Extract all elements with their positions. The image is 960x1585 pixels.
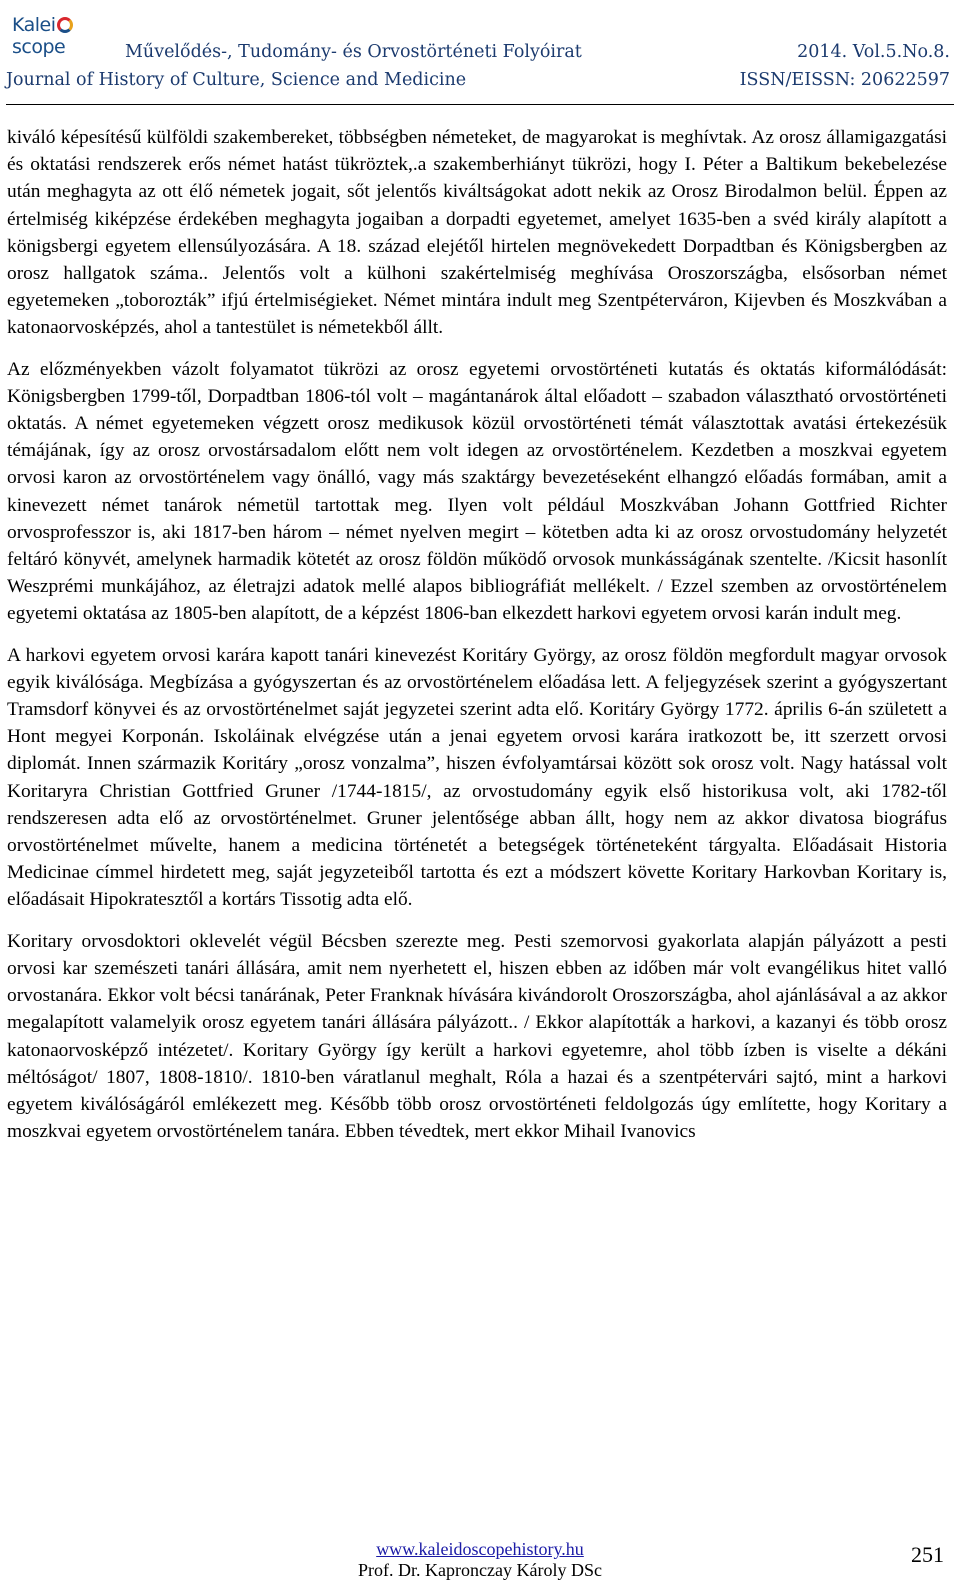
issue-info: 2014. Vol.5.No.8. (797, 42, 950, 62)
journal-title-hu: Művelődés-, Tudomány- és Orvostörténeti Folyóirat (125, 42, 582, 62)
article-body (7, 124, 947, 1159)
page-number: 251 (911, 1542, 944, 1567)
issn-info: ISSN/EISSN: 20622597 (739, 70, 950, 90)
journal-title-en: Journal of History of Culture, Science and Medicine (6, 70, 467, 90)
logo-wordmark (12, 14, 114, 58)
paragraph: Az előzményekben vázolt folyamatot tükrözi az orosz egyetemi orvostörténeti kutatás és oktatás kiformálódását: Königsbergben 1799-től, Dorpadtban 1806-tól volt – magántanárok által előadott – szabadon választható orvostörténeti oktatás. A német egyetemeken végzett orosz medikusok közül orvostörténeti témát választottak avatási értekezésük témájának, így az orosz orvostársadalom előtt nem volt idegen az orvostörténelem. Kezdetben a moszkvai egyetem orvosi karon az orvostörténelem vagy önálló, vagy más szaktárgy bevezetéseként elhangzó előadás formában, amit a kinevezett német tanárok németül tartottak meg. Ilyen volt például Moszkvában Johann Gottfried Richter orvosprofesszor is, aki 1817-ben három – német nyelven megirt – kötetben adta ki az orosz orvostudomány helyzetét feltáró könyvét, amelynek harmadik kötetét az orosz földön működő orvosok munkásságának szentelte. /Kicsit hasonlít Weszprémi munkájához, az életrajzi adatok mellé alapos bibliográfiát mellékelt. / Ezzel szemben az orvostörténelem egyetemi oktatása az 1805-ben alapított, de a képzést 1806-ban elkezdett harkovi egyetem orvosi karán indult meg. (7, 358, 947, 625)
header-divider (6, 104, 954, 105)
footer-website-link[interactable]: www.kaleidoscopehistory.hu (376, 1539, 584, 1559)
paragraph: kiváló képesítésű külföldi szakembereket, többségben németeket, de magyarokat is meghívtak. Az orosz államigazgatási és oktatási rendszerek erős német hatást tükröztek,.a szakemberhiányt tükrözi, hogy I. Péter a Baltikum bekebelezése után meghagyta az ott élő németek jogait, sőt jelentős kiváltságokat adott nekik az Orosz Birodalmon belül. Éppen az értelmiség kiképzése érdekében meghagyta jogaiban a dorpadti egyetemet, amelyet 1635-ben a svéd király alapított a königsbergi egyetem ellensúlyozására. A 18. század elejétől hirtelen megnövekedett Dorpadtban és Königsbergben az orosz hallgatok száma.. Jelentős volt a külhoni szakértelmiség meghívása Oroszországba, elsősorban német egyetemeken „toborozták” ifjú értelmiségieket. Német mintára indult meg Szentpéterváron, Kijevben és Moszkvában a katonaorvosképzés, ahol a tantestület is németekből állt. (7, 127, 947, 339)
footer-author: Prof. Dr. Kapronczay Károly DSc (358, 1560, 602, 1580)
journal-logo (4, 4, 114, 58)
paragraph: Koritary orvosdoktori oklevelét végül Bécsben szerezte meg. Pesti szemorvosi gyakorlata alapján pályázott a pesti orvosi kar szemészeti tanári állására, amit nem nyerhetett el, hiszen ebben az időben már volt evangélikus hitet valló orvostanára. Ekkor volt bécsi tanárának, Peter Franknak hívására kivándorolt Oroszországba, ahol ajánlásával a az akkor megalapított valamelyik orosz egyetem tanári állására pályázott.. / Ekkor alapították a harkovi, a kazanyi és több orosz katonaorvosképző intézetet/. Koritary György így került a harkovi egyetemre, ahol több ízben is viselte a dékáni méltóságot/ 1807, 1808-1810/. 1810-ben váratlanul meghalt, Róla a hazai és a szentpétervári sajtó, mint a harkovi egyetem kiválóságáról emlékezett meg. Később több orosz orvostörténeti feldolgozás úgy említette, hogy Koritary a moszkvai egyetem orvostörténelem tanára. Ebben tévedtek, mert ekkor Mihail Ivanovics (7, 930, 947, 1143)
logo-text-post: scope (12, 36, 66, 58)
paragraph: A harkovi egyetem orvosi karára kapott tanári kinevezést Koritáry György, az orosz földön megfordult magyar orvosok egyik kiválósága. Megbízása a gyógyszertan és az orvostörténelem előadása lett. A feljegyzések szerint a gyógyszertant Tramsdorf könyvei és az orvostörténelmet saját jegyzetei szerint adta elő. Koritáry György 1772. április 6-án született a Hont megyei Korponán. Iskoláinak elvégzése után a jenai egyetem orvosi karára iratkozott be, itt szerzett orvosi diplomát. Innen származik Koritáry „orosz vonzalma”, hiszen évfolyamtársai között sok orosz volt. Nagy hatással volt Koritaryra Christian Gottfried Gruner /1744-1815/, az orvostudomány egyik első historikusa volt, aki 1782-től rendszeresen adta elő az orvostörténelmet. Gruner jelentősége abban állt, hogy nem az akkor divatosa biográfus orvostörténelmet művelte, hanem a medicina történetét a betegségek történeteként tárgyalta. Előadásait Historia Medicinae címmel hirdetett meg, saját jegyzeteiből tartotta és ezt a módszert követte Koritary Harkovban Koritary is, előadásait Hipokratesztől a kortárs Tissotig adta elő. (7, 644, 947, 911)
logo-text-pre: Kalei (12, 14, 56, 36)
logo-ring-icon (57, 17, 73, 33)
